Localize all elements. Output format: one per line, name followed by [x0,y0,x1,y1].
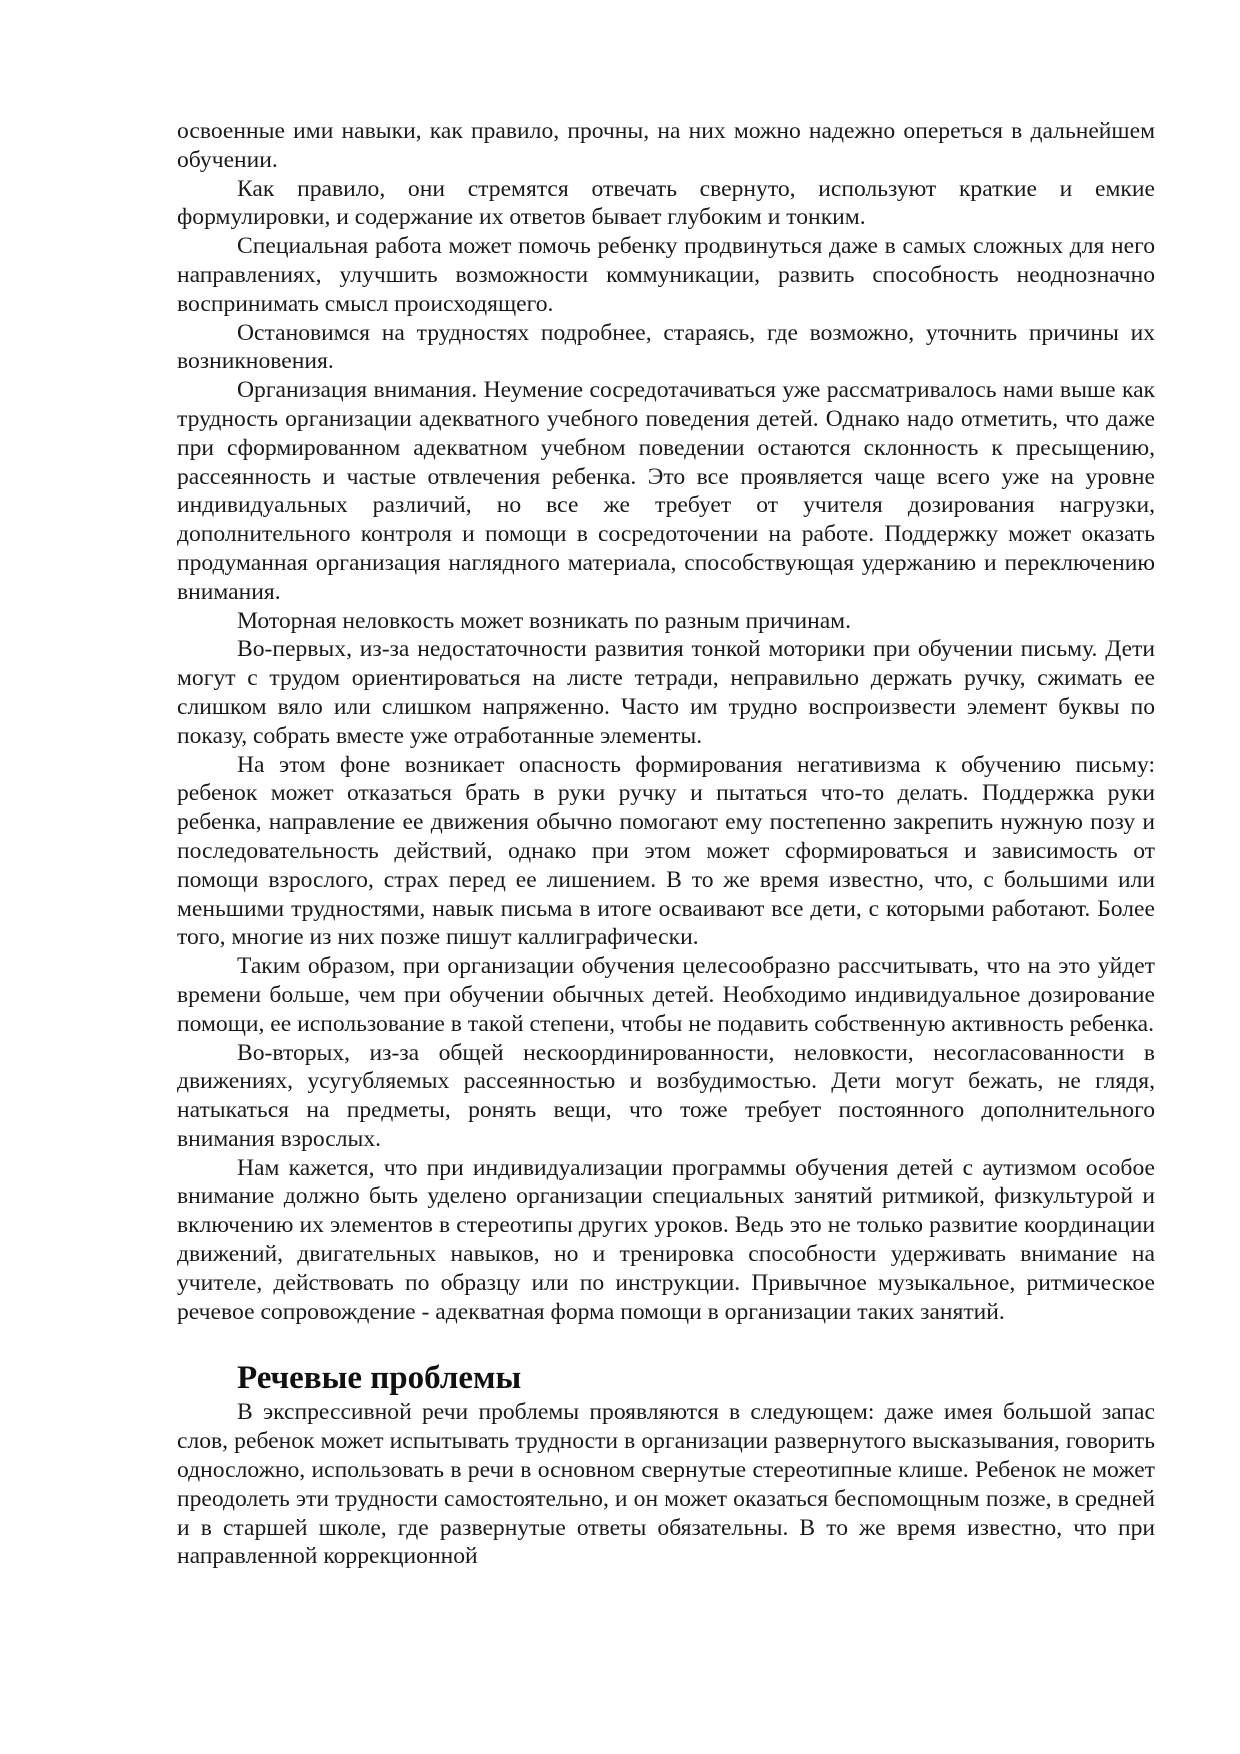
section-heading: Речевые проблемы [237,1360,522,1397]
paragraph-fine-motor: Во-первых, из-за недостаточности развития тонкой моторики при обучении письму. Дети могут с трудом ориентироваться на листе тетради, неправильно держать ручку, сжимать ее слишком вяло или слишком напряженно. Часто им трудно воспроизвести элемент буквы по показу, собрать вместе уже отработанные элементы. [177,636,1155,749]
paragraph-short-answers: Как правило, они стремятся отвечать свернуто, используют краткие и емкие формулировки, и содержание их ответов бывает глубоким и тонким. [177,175,1155,231]
document-page [177,117,1155,1571]
paragraph-negativism: На этом фоне возникает опасность формирования негативизма к обучению письму: ребенок может отказаться брать в руки ручку и пытаться что-то делать. Поддержка руки ребенка, направление ее движения обычно помогают ему постепенно закрепить нужную позу и последовательность действий, однако при этом может сформироваться и зависимость от помощи взрослого, страх перед ее лишением. В то же время известно, что, с большими или меньшими трудностями, навык письма в итоге осваивают все дети, с которыми работают. Более того, многие из них позже пишут каллиграфически. [177,751,1155,951]
paragraph-rhythmics: Нам кажется, что при индивидуализации программы обучения детей с аутизмом особое внимание должно быть уделено организации специальных занятий ритмикой, физкультурой и включению их элементов в стереотипы других уроков. Ведь это не только развитие координации движений, двигательных навыков, но и тренировка способности удерживать внимание на учителе, действовать по образцу или по инструкции. Привычное музыкальное, ритмическое речевое сопровождение - адекватная форма помощи в организации таких занятий. [177,1154,1155,1325]
paragraph-expressive-speech: В экспрессивной речи проблемы проявляются в следующем: даже имея большой запас слов, ребенок может испытывать трудности в организации развернутого высказывания, говорить односложно, использовать в речи в основном свернутые стереотипные клише. Ребенок не может преодолеть эти трудности самостоятельно, и он может оказаться беспомощным позже, в средней и в старшей школе, где развернутые ответы обязательны. В то же время известно, что при направленной коррекционной [177,1399,1155,1570]
paragraph-difficulties-intro: Остановимся на трудностях подробнее, стараясь, где возможно, уточнить причины их возникновения. [177,319,1155,375]
paragraph-motor-clumsiness: Моторная неловкость может возникать по разным причинам. [237,607,852,634]
paragraph-special-work: Специальная работа может помочь ребенку продвинуться даже в самых сложных для него направлениях, улучшить возможности коммуникации, развить способность неоднозначно воспринимать смысл происходящего. [177,233,1155,317]
paragraph-continuation: освоенные ими навыки, как правило, прочны, на них можно надежно опереться в дальнейшем обучении. [177,118,1155,173]
paragraph-dosing-help: Таким образом, при организации обучения целесообразно рассчитывать, что на это уйдет времени больше, чем при обучении обычных детей. Необходимо индивидуальное дозирование помощи, ее использование в такой степени, чтобы не подавить собственную активность ребенка. [177,953,1155,1037]
paragraph-coordination: Во-вторых, из-за общей нескоординированности, неловкости, несогласованности в движениях, усугубляемых рассеянностью и возбудимостью. Дети могут бежать, не глядя, натыкаться на предметы, ронять вещи, что тоже требует постоянного дополнительного внимания взрослых. [177,1039,1155,1152]
paragraph-attention: Организация внимания. Неумение сосредотачиваться уже рассматривалось нами выше как трудность организации адекватного учебного поведения детей. Однако надо отметить, что даже при сформированном адекватном учебном поведении остаются склонность к пресыщению, рассеянность и частые отвлечения ребенка. Это все проявляется чаще всего уже на уровне индивидуальных различий, но все же требует от учителя дозирования нагрузки, дополнительного контроля и помощи в сосредоточении на работе. Поддержку может оказать продуманная организация наглядного материала, способствующая удержанию и переключению внимания. [177,377,1155,605]
